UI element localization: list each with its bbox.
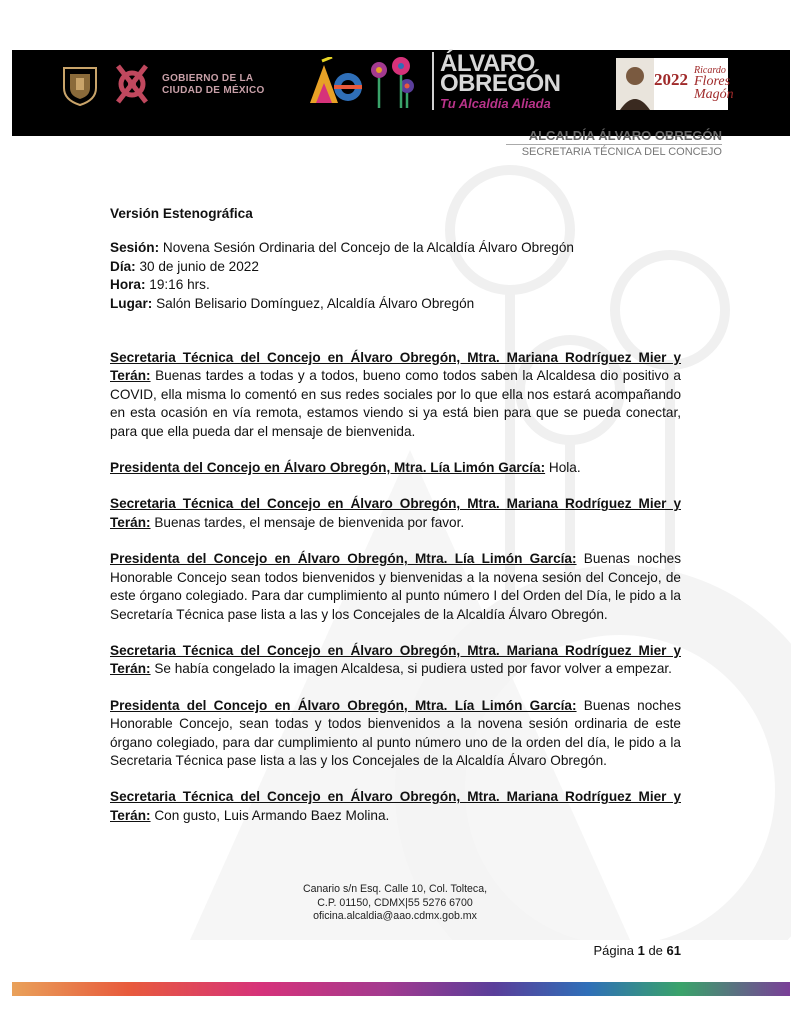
meta-time: Hora: 19:16 hrs. xyxy=(110,277,210,293)
address-line-2: C.P. 01150, CDMX|55 5276 6700 xyxy=(317,896,473,909)
ao-colorful-logo xyxy=(306,57,364,109)
flowers-logo xyxy=(365,56,417,110)
transcript-paragraph: Secretaria Técnica del Concejo en Álvaro Obregón, Mtra. Mariana Rodríguez Mier y Terán: Buenas tardes a todas y a todos, bueno como todos saben la Alcaldesa dio positivo a COVID, ella misma lo comentó en sus redes sociales por lo que ella nos estará acompañando en esta ocasión en vía remota, estamos viendo si ya está bien para que se pueda conectar, para que ella pueda dar el mensaje de bienvenida. xyxy=(110,350,681,439)
transcript-paragraph: Presidenta del Concejo en Álvaro Obregón, Mtra. Lía Limón García: Buenas noches Honorable Concejo sean todos bienvenidos y bienvenidas a la novena sesión del Concejo, de este órgano colegiado. Para dar cumplimiento al punto número I del Orden del Día, le pido a la Secretaría Técnica pase lista a las y los Concejales de la Alcaldía Álvaro Obregón. xyxy=(110,551,682,622)
ao-line-2: OBREGÓN xyxy=(440,70,561,97)
address-email: oficina.alcaldia@aao.cdmx.gob.mx xyxy=(313,910,477,923)
transcript-paragraph: Secretaria Técnica del Concejo en Álvaro Obregón, Mtra. Mariana Rodríguez Mier y Terán: Buenas tardes, el mensaje de bienvenida por favor. xyxy=(110,496,681,530)
cdmx-shield-logo xyxy=(62,64,98,106)
document-title: Versión Estenográfica xyxy=(110,206,253,221)
transcript-paragraph: Secretaria Técnica del Concejo en Álvaro Obregón, Mtra. Mariana Rodríguez Mier y Terán: Con gusto, Luis Armando Baez Molina. xyxy=(110,789,681,823)
year-2022: 2022 xyxy=(654,70,688,89)
cdmx-line-2: CIUDAD DE MÉXICO xyxy=(162,85,265,96)
office-title: ALCALDÍA ÁLVARO OBREGÓN xyxy=(528,128,722,143)
alvaro-obregon-wordmark xyxy=(440,50,561,97)
flores-line-1: Ricardo xyxy=(694,65,726,76)
transcript-paragraph: Presidenta del Concejo en Álvaro Obregón, Mtra. Lía Limón García: Hola. xyxy=(110,460,581,476)
cdmx-line-1: GOBIERNO DE LA xyxy=(162,73,254,84)
cdmx-wordmark xyxy=(162,73,265,97)
address-line-1: Canario s/n Esq. Calle 10, Col. Tolteca, xyxy=(302,883,488,895)
ao-line-1: ÁLVARO xyxy=(440,50,535,77)
page-number: Página 1 de 61 xyxy=(593,943,681,958)
portrait-icon xyxy=(616,58,654,110)
meta-place: Lugar: Salón Belisario Domínguez, Alcaldía Álvaro Obregón xyxy=(110,295,475,311)
meta-day: Día: 30 de junio de 2022 xyxy=(110,258,259,274)
flores-magon-text xyxy=(694,66,734,101)
footer-color-bar xyxy=(12,982,790,996)
header-separator xyxy=(432,52,434,110)
cdmx-knot-logo xyxy=(108,58,156,110)
ao-tagline: Tu Alcaldía Aliada xyxy=(440,96,551,111)
office-subtitle: SECRETARIA TÉCNICA DEL CONCEJO xyxy=(521,146,722,158)
document-body xyxy=(110,205,681,825)
transcript-paragraph: Presidenta del Concejo en Álvaro Obregón, Mtra. Lía Limón García: Buenas noches Honorable Concejo, sean todas y todos bienvenidos a la novena sesión ordinaria de este órgano colegiado, para dar cumplimiento al punto número uno de la orden del día, le pido a la Secretaria Técnica pase lista a las y los Concejales de la Alcaldía Álvaro Obregón. xyxy=(110,697,682,768)
meta-session: Sesión: Novena Sesión Ordinaria del Concejo de la Alcaldía Álvaro Obregón xyxy=(110,240,574,256)
session-meta xyxy=(110,239,681,313)
flores-magon-2022-logo xyxy=(616,58,734,110)
flores-line-2: Flores xyxy=(694,74,731,89)
transcript-paragraph: Secretaria Técnica del Concejo en Álvaro Obregón, Mtra. Mariana Rodríguez Mier y Terán: Se había congelado la imagen Alcaldesa, si pudiera usted por favor volver a empezar. xyxy=(110,642,681,677)
footer-address xyxy=(250,883,540,924)
office-divider xyxy=(506,144,722,145)
flores-line-3: Magón xyxy=(694,87,734,102)
